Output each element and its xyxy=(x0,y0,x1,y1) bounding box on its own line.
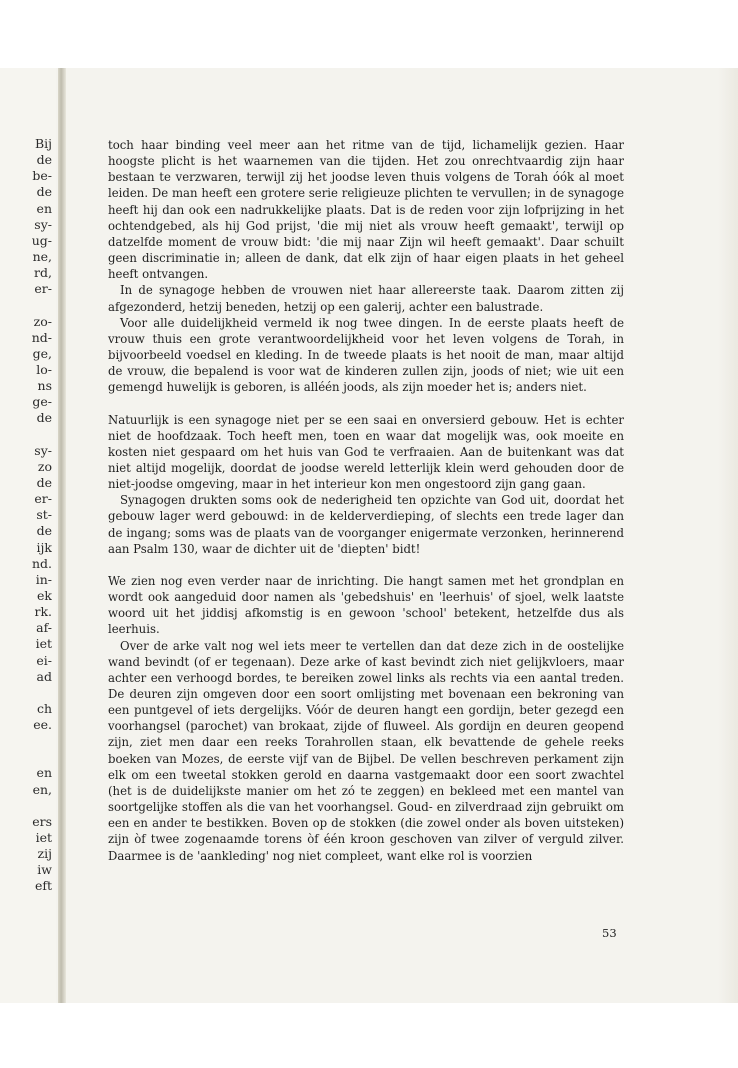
left-fragment: ge, xyxy=(32,345,52,361)
left-fragment: rk. xyxy=(34,604,52,620)
left-fragment: ns xyxy=(37,378,52,394)
left-fragment: ug- xyxy=(31,232,52,248)
left-fragment: st- xyxy=(36,507,52,523)
left-fragment: en, xyxy=(32,781,52,797)
left-fragment: eft xyxy=(34,878,52,894)
left-fragment: er- xyxy=(34,491,52,507)
left-fragment: en xyxy=(36,765,52,781)
paragraph-humility: Synagogen drukten soms ook de nederigheid ten opzichte van God uit, doordat het gebouw lager werd gebouwd: in de kelderverdieping, of slechts een trede lager dan de ingang; soms was de plaats van de voorganger enigermate verzonken, herinnerend aan Psalm 130, waar de dichter uit de 'diepten' bidt! xyxy=(108,493,624,556)
left-page-text-fragments xyxy=(0,136,52,895)
paragraph-women-seating: In de synagoge hebben de vrouwen niet haar allereerste taak. Daarom zitten zij afgezonderd, hetzij beneden, hetzij op een galerij, achter een balustrade. xyxy=(108,283,624,314)
left-fragment xyxy=(0,297,52,313)
paragraph-furnishing: We zien nog even verder naar de inrichting. Die hangt samen met het grondplan en wordt ook aangeduid door namen als 'gebedshuis' en 'leerhuis' of sjoel, welk laatste woord uit het jiddisj afkomstig is en gewoon 'school' betekent, hetzelfde dus als leerhuis. xyxy=(108,573,624,637)
paragraph-decoration: Natuurlijk is een synagoge niet per se een saai en onversierd gebouw. Het is echter niet de hoofdzaak. Toch heeft men, toen en waar dat mogelijk was, ook moeite en kosten niet gespaard om het huis van God te verfraaien. Aan de buitenkant was dat niet altijd mogelijk, doordat de joodse wereld letterlijk klein werd gehouden door de niet-joodse omgeving, maar in het interieur kon men ongestoord zijn gang gaan. xyxy=(108,412,624,492)
left-fragment: nd. xyxy=(31,555,52,571)
left-fragment: de xyxy=(36,523,52,539)
paragraph-continuation: toch haar binding veel meer aan het ritme van de tijd, lichamelijk gezien. Haar hoogste plicht is het waarnemen van die tijden. Het zou onrechtvaardig zijn haar bestaan te verzwaren, terwijl zij het joodse leven thuis volgens de Torah óók al moet leiden. De man heeft een grotere serie religieuze plichten te vervullen; in de synagoge heeft hij dan ook een nadrukkelijke plaats. Dat is de reden voor zijn lofprijzing in het ochtendgebed, als hij God prijst, 'die mij niet als vrouw heeft gemaakt', terwijl op datzelfde moment de vrouw bidt: 'die mij naar Zijn wil heeft gemaakt'. Daar schuilt geen discriminatie in; alleen de dank, dat elk zijn of haar eigen plaats in het geheel heeft ontvangen. xyxy=(108,138,624,282)
left-fragment xyxy=(0,749,52,765)
left-fragment: de xyxy=(36,184,52,200)
left-fragment: iet xyxy=(35,636,52,652)
left-fragment: en xyxy=(36,200,52,216)
left-fragment: Bij xyxy=(34,136,52,151)
left-fragment: iw xyxy=(37,862,52,878)
left-fragment: ers xyxy=(32,813,52,829)
left-fragment xyxy=(0,733,52,749)
book-gutter xyxy=(58,68,66,1003)
left-fragment: zij xyxy=(37,846,52,862)
left-fragment: sy- xyxy=(34,216,52,232)
left-fragment: ek xyxy=(37,587,52,603)
left-fragment: rd, xyxy=(34,265,52,281)
left-fragment: zo xyxy=(37,458,52,474)
left-fragment: zo- xyxy=(33,313,52,329)
right-page-edge xyxy=(718,68,738,1003)
left-fragment: ee. xyxy=(33,717,52,733)
paragraph-clarification: Voor alle duidelijkheid vermeld ik nog twee dingen. In de eerste plaats heeft de vrouw thuis een grote verantwoordelijkheid voor het leven volgens de Torah, in bijvoorbeeld voedsel en kleding. In de tweede plaats is het nooit de man, maar altijd de vrouw, die bepalend is voor wat de kinderen zullen zijn, joods of niet; wie uit een gemengd huwelijk is geboren, is alléén joods, als zijn moeder het is; anders niet. xyxy=(108,315,624,395)
left-fragment: af- xyxy=(36,620,52,636)
main-text-column xyxy=(108,137,624,864)
left-fragment: be- xyxy=(32,168,52,184)
left-fragment: ne, xyxy=(32,248,52,264)
paragraph-ark: Over de arke valt nog wel iets meer te vertellen dan dat deze zich in de oostelijke wand bevindt (of er tegenaan). Deze arke of kast bevindt zich niet gelijkvloers, maar achter een verhoogd bordes, te bereiken zowel links als rechts via een aantal treden. De deuren zijn omgeven door een soort omlijsting met bovenaan een bekroning van een puntgevel of iets dergelijks. Vóór de deuren hangt een gordijn, beter gezegd een voorhangsel (parochet) van brokaat, zijde of fluweel. Als gordijn en deuren geopend zijn, ziet men daar een reeks Torahrollen staan, elk bevattende de gehele reeks boeken van Mozes, de eerste vijf van de Bijbel. De vellen beschreven perkament zijn elk om een tweetal stokken gerold en daarna vastgemaakt door een soort zwachtel (het is de duidelijkste manier om het zó te zeggen) en bekleed met een mantel van soortgelijke stoffen als die van het voorhangsel. Goud- en zilverdraad zijn gebruikt om een en ander te bestikken. Boven op de stokken (die zowel onder als boven uitsteken) zijn òf twee zogenaamde torens òf één kroon geschoven van zilver of verguld zilver. Daarmee is de 'aankleding' nog niet compleet, want elke rol is voorzien xyxy=(108,638,624,863)
left-fragment: ch xyxy=(36,700,52,716)
left-fragment: in- xyxy=(35,571,52,587)
left-fragment: ad xyxy=(36,668,52,684)
left-fragment: ei- xyxy=(36,652,52,668)
left-fragment: nd- xyxy=(31,329,52,345)
left-fragment xyxy=(0,798,52,814)
left-fragment: iet xyxy=(35,830,52,846)
left-fragment: ge- xyxy=(32,394,52,410)
left-fragment: de xyxy=(36,410,52,426)
left-fragment: sy- xyxy=(34,442,52,458)
left-fragment: de xyxy=(36,152,52,168)
left-fragment xyxy=(0,685,52,701)
left-fragment xyxy=(0,427,52,443)
left-fragment: er- xyxy=(34,281,52,297)
left-fragment: de xyxy=(36,474,52,490)
left-fragment: ijk xyxy=(36,539,52,555)
page-number: 53 xyxy=(602,926,617,940)
left-fragment: lo- xyxy=(36,361,52,377)
